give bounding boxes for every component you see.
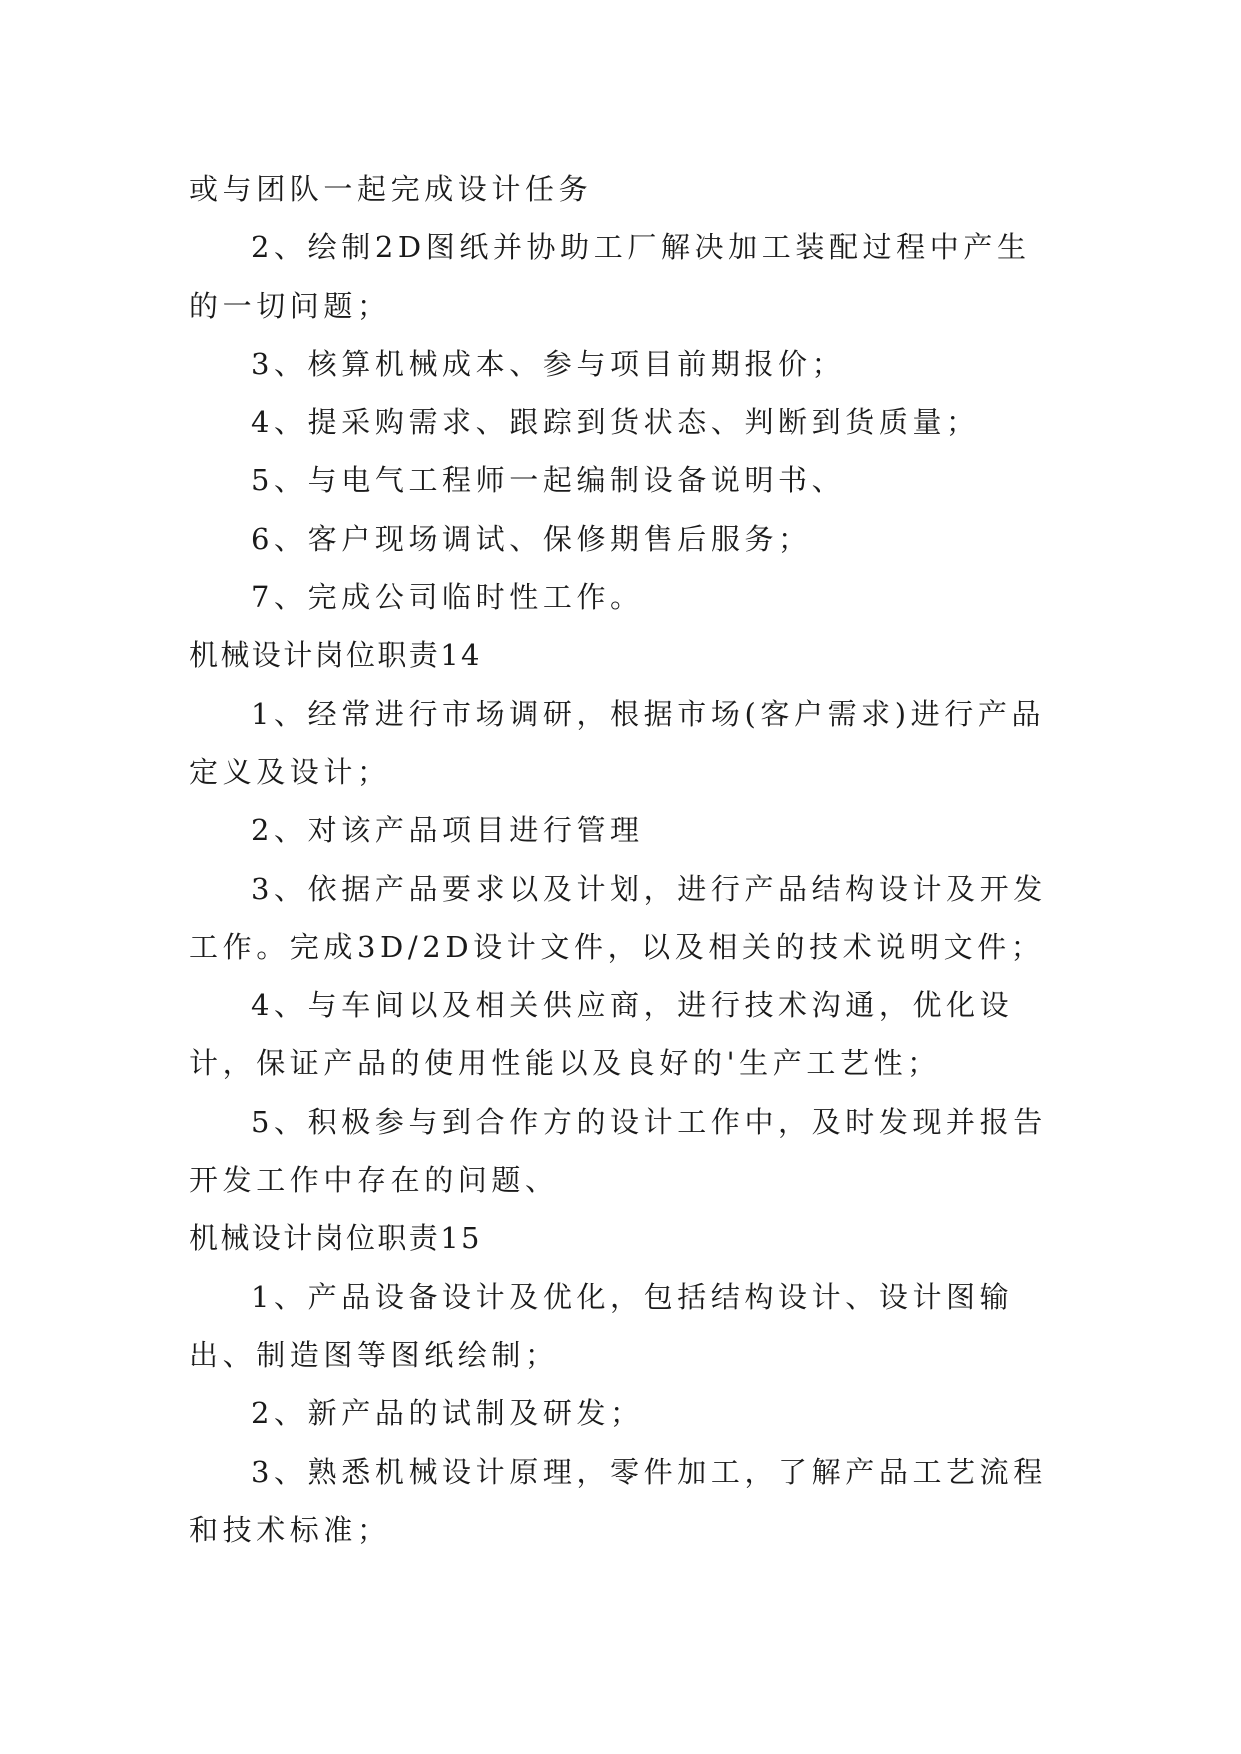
duty-item: 1、经常进行市场调研，根据市场(客户需求)进行产品定义及设计； [189, 696, 1046, 789]
duty-item: 1、产品设备设计及优化，包括结构设计、设计图输出、制造图等图纸绘制； [189, 1279, 1014, 1372]
document-body [189, 160, 1061, 1559]
duty-item: 2、对该产品项目进行管理 [251, 813, 644, 848]
duty-item: 7、完成公司临时性工作。 [251, 580, 644, 615]
section-heading: 机械设计岗位职责14 [189, 638, 482, 673]
duty-item: 5、积极参与到合作方的设计工作中，及时发现并报告开发工作中存在的问题、 [189, 1104, 1047, 1198]
duty-item: 6、客户现场调试、保修期售后服务； [251, 521, 812, 556]
duty-item: 3、依据产品要求以及计划，进行产品结构设计及开发工作。完成3D/2D设计文件，以及相关的技术说明文件； [189, 871, 1047, 964]
duty-item: 3、核算机械成本、参与项目前期报价； [251, 346, 846, 381]
duty-item: 2、新产品的试制及研发； [251, 1396, 644, 1431]
duty-item: 2、绘制2D图纸并协助工厂解决加工装配过程中产生的一切问题； [189, 230, 1031, 323]
duty-item: 5、与电气工程师一起编制设备说明书、 [251, 463, 846, 498]
paragraph-continuation: 或与团队一起完成设计任务 [189, 172, 593, 206]
duty-item: 4、与车间以及相关供应商，进行技术沟通，优化设计，保证产品的使用性能以及良好的'生产工艺性； [189, 988, 1014, 1081]
duty-item: 3、熟悉机械设计原理，零件加工，了解产品工艺流程和技术标准； [189, 1454, 1047, 1547]
duty-item: 4、提采购需求、跟踪到货状态、判断到货质量； [251, 405, 980, 440]
section-heading: 机械设计岗位职责15 [189, 1221, 482, 1256]
